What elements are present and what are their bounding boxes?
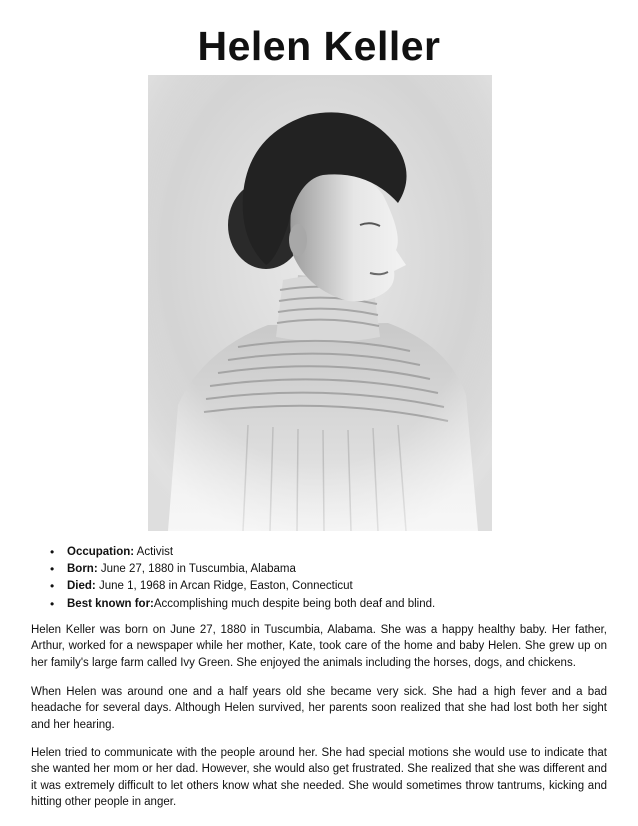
fact-best-known-for bbox=[67, 596, 435, 613]
fact-value: Activist bbox=[134, 546, 174, 558]
paragraph-illness: When Helen was around one and a half years old she became very sick. She had a high fever and a bad headache for several days. Although Helen survived, her parents soon realized that she had lost both her sight and her hearing. bbox=[31, 686, 607, 731]
fact-label: Died: bbox=[67, 580, 96, 593]
paragraph-communication: Helen tried to communicate with the people around her. She had special motions she would use to indicate that she wanted her mom or her dad. However, she would also get frustrated. She realized that she was different and it was extremely difficult to let others know what she needed. She would sometimes throw tantrums, kicking and hitting other people in anger. bbox=[31, 747, 607, 808]
fact-died bbox=[67, 578, 435, 595]
portrait-illustration bbox=[148, 75, 492, 531]
portrait-photo bbox=[148, 75, 492, 531]
fact-value: Accomplishing much despite being both deaf and blind. bbox=[153, 597, 436, 610]
fact-value: June 1, 1968 in Arcan Ridge, Easton, Connecticut bbox=[95, 580, 353, 593]
fact-occupation bbox=[67, 544, 435, 561]
fact-born bbox=[67, 561, 435, 578]
fact-label: Occupation: bbox=[67, 546, 135, 558]
fact-value: June 27, 1880 in Tuscumbia, Alabama bbox=[97, 563, 296, 576]
fact-label: Best known for: bbox=[67, 597, 154, 610]
paragraph-early-life: Helen Keller was born on June 27, 1880 in Tuscumbia, Alabama. She was a happy healthy baby. Her father, Arthur, worked for a newspaper while her mother, Kate, took care of the home and baby Helen. She grew up on her family's large farm called Ivy Green. She enjoyed the animals including the horses, dogs, and chickens. bbox=[31, 624, 607, 669]
fact-label: Born: bbox=[67, 563, 98, 576]
page-title: Helen Keller bbox=[197, 23, 441, 69]
facts-list bbox=[0, 544, 435, 613]
